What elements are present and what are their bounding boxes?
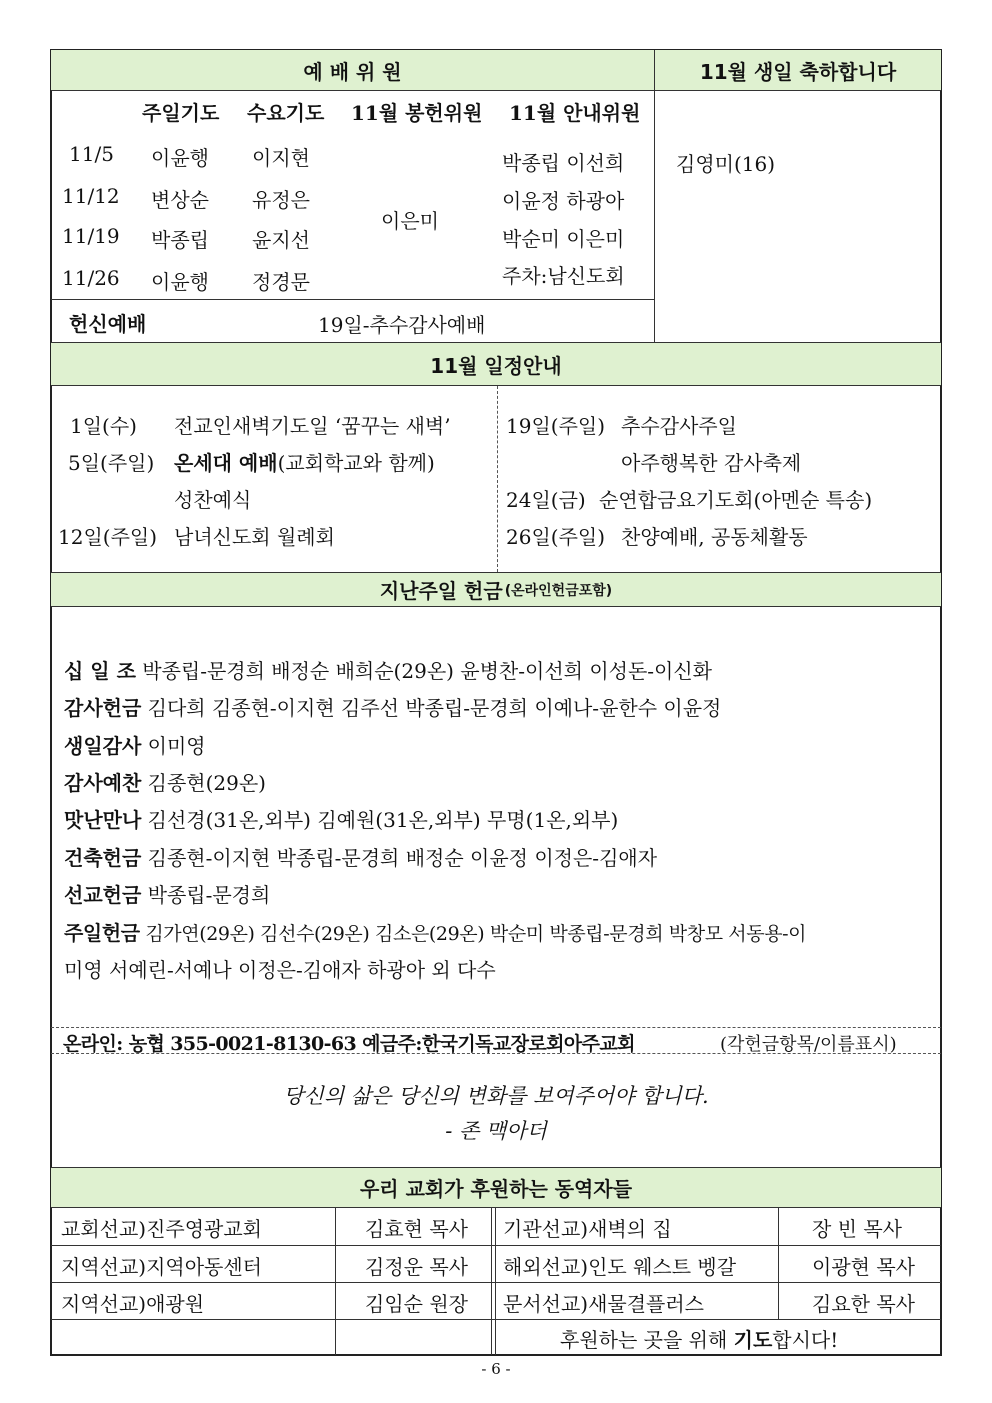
quote-author: - 존 맥아더	[445, 1119, 547, 1143]
dedication-value: 19일-추수감사예배	[318, 313, 486, 337]
col-header-offering-members: 11월 봉헌위원	[351, 101, 483, 125]
schedule-event: 남녀신도회 월례회	[174, 525, 335, 549]
worship-date: 11/12	[62, 184, 120, 208]
offering-label: 생일감사	[64, 734, 142, 758]
guide-names: 이윤정 하광아	[502, 189, 625, 213]
schedule-event: 찬양예배, 공동체활동	[621, 525, 808, 549]
support-col-line	[495, 1208, 496, 1355]
support-col-line	[491, 1208, 492, 1355]
offering-names: 박종립-문경희	[147, 883, 271, 907]
online-top-dashes	[51, 1027, 941, 1028]
birthday-entry: 김영미(16)	[676, 152, 776, 176]
schedule-date: 24일(금)	[506, 488, 586, 512]
offering-names: 김선경(31온,외부) 김예원(31온,외부) 무명(1온,외부)	[147, 808, 619, 832]
schedule-event-highlight: 온세대 예배	[174, 451, 278, 475]
wednesday-prayer-name: 유정은	[252, 188, 310, 212]
support-footer	[560, 1324, 838, 1353]
sunday-prayer-name: 박종립	[151, 228, 209, 252]
offering-names: 김다희 김종현-이지현 김주선 박종립-문경희 이예나-윤한수 이윤정	[147, 696, 722, 720]
support-person: 이광현 목사	[812, 1255, 915, 1279]
schedule-event: 성찬예식	[174, 488, 252, 512]
sunday-prayer-name: 변상순	[151, 188, 209, 212]
online-bottom-dashes	[51, 1053, 941, 1054]
offering-names: 김종현-이지현 박종립-문경희 배정순 이윤정 이정은-김애자	[147, 846, 658, 870]
schedule-event	[174, 447, 435, 476]
schedule-date: 5일(주일)	[68, 451, 155, 475]
offering-label: 선교헌금	[64, 883, 142, 907]
worship-date: 11/26	[62, 266, 120, 290]
offering-row	[64, 804, 618, 833]
support-footer-bold: 기도	[733, 1328, 773, 1352]
wednesday-prayer-name: 윤지선	[252, 228, 310, 252]
offering-label: 맛난만나	[64, 808, 142, 832]
offering-row	[64, 730, 206, 759]
offering-row	[64, 842, 657, 871]
col-header-sunday-prayer: 주일기도	[142, 101, 220, 125]
support-person: 장 빈 목사	[812, 1217, 902, 1241]
support-footer-post: 합시다!	[772, 1328, 839, 1352]
col-header-guide-members: 11월 안내위원	[509, 101, 641, 125]
support-place: 지역선교)지역아동센터	[61, 1255, 263, 1279]
offering-names: 이미영	[147, 734, 206, 758]
offering-names: 김종현(29온)	[147, 771, 266, 795]
support-col-line	[335, 1208, 336, 1355]
schedule-event-note: (교회학교와 함께)	[277, 451, 435, 475]
schedule-date: 19일(주일)	[506, 414, 606, 438]
offering-continuation: 미영 서예린-서예나 이정은-김애자 하광아 외 다수	[64, 958, 496, 982]
support-place: 문서선교)새물결플러스	[503, 1292, 705, 1316]
schedule-event: 추수감사주일	[621, 414, 737, 438]
offering-names: 박종립-문경희 배정순 배희순(29온) 윤병찬-이선희 이성돈-이신화	[142, 659, 713, 683]
offering-row	[64, 917, 806, 946]
offering-label: 주일헌금	[64, 921, 140, 945]
page-number: - 6 -	[481, 1360, 511, 1378]
worship-header-label: 예 배 위 원	[303, 59, 402, 84]
dedication-label: 헌신예배	[69, 312, 147, 336]
support-place: 해외선교)인도 웨스트 벵갈	[503, 1255, 737, 1279]
schedule-event: 순연합금요기도회(아멘순 특송)	[599, 488, 873, 512]
wednesday-prayer-name: 정경문	[252, 270, 310, 294]
offering-label: 건축헌금	[64, 846, 142, 870]
schedule-header	[51, 342, 941, 386]
worship-header	[51, 50, 654, 91]
guide-names: 박종립 이선희	[502, 151, 625, 175]
offering-header-label: 지난주일 헌금	[379, 579, 503, 603]
offering-label: 감사헌금	[64, 696, 142, 720]
support-row-line	[51, 1319, 941, 1320]
schedule-event: 아주행복한 감사축제	[621, 451, 802, 475]
offering-row	[64, 655, 712, 684]
worship-date: 11/5	[69, 142, 114, 166]
schedule-divider	[497, 386, 499, 572]
online-note: (각헌금항목/이름표시)	[720, 1034, 897, 1055]
guide-names: 주차:남신도회	[502, 264, 625, 288]
support-place: 지역선교)애광원	[61, 1292, 205, 1316]
guide-names: 박순미 이은미	[502, 227, 625, 251]
worship-date: 11/19	[62, 224, 120, 248]
offering-row	[64, 692, 721, 721]
worship-divider	[654, 50, 655, 342]
birthday-header	[655, 50, 941, 91]
support-place: 기관선교)새벽의 집	[503, 1217, 672, 1241]
schedule-date: 12일(주일)	[58, 525, 158, 549]
sunday-prayer-name: 이윤행	[151, 146, 209, 170]
dedication-divider	[51, 299, 654, 300]
schedule-date: 1일(수)	[70, 414, 137, 438]
birthday-header-label: 11월 생일 축하합니다	[699, 59, 897, 84]
sunday-prayer-name: 이윤행	[151, 270, 209, 294]
offering-member-name: 이은미	[381, 209, 439, 233]
online-account: 온라인: 농협 355-0021-8130-63 예금주:한국기독교장로회아주교회	[63, 1033, 635, 1055]
schedule-event: 전교인새벽기도일 ‘꿈꾸는 새벽’	[174, 414, 451, 438]
col-header-wednesday-prayer: 수요기도	[247, 101, 325, 125]
support-person: 김효현 목사	[365, 1217, 468, 1241]
support-header	[51, 1167, 941, 1208]
offering-row	[64, 767, 266, 796]
offering-row	[64, 879, 270, 908]
support-row-line	[51, 1245, 941, 1246]
support-person: 김정운 목사	[365, 1255, 468, 1279]
schedule-header-label: 11월 일정안내	[430, 353, 562, 378]
offering-label: 십 일 조	[64, 659, 136, 683]
support-place: 교회선교)진주영광교회	[61, 1217, 263, 1241]
offering-header	[51, 572, 941, 607]
wednesday-prayer-name: 이지현	[252, 146, 310, 170]
support-person: 김임순 원장	[365, 1292, 468, 1316]
support-row-line	[51, 1282, 941, 1283]
schedule-date: 26일(주일)	[506, 525, 606, 549]
offering-label: 감사예찬	[64, 771, 142, 795]
support-col-line	[778, 1208, 779, 1319]
offering-header-note: (온라인헌금포함)	[504, 582, 613, 599]
quote-line: 당신의 삶은 당신의 변화를 보여주어야 합니다.	[283, 1084, 709, 1108]
offering-names: 김가연(29온) 김선수(29온) 김소은(29온) 박순미 박종립-문경희 박창모 서동용-이	[145, 923, 807, 945]
support-footer-pre: 후원하는 곳을 위해	[560, 1328, 734, 1352]
support-person: 김요한 목사	[812, 1292, 915, 1316]
support-header-label: 우리 교회가 후원하는 동역자들	[359, 1177, 633, 1201]
